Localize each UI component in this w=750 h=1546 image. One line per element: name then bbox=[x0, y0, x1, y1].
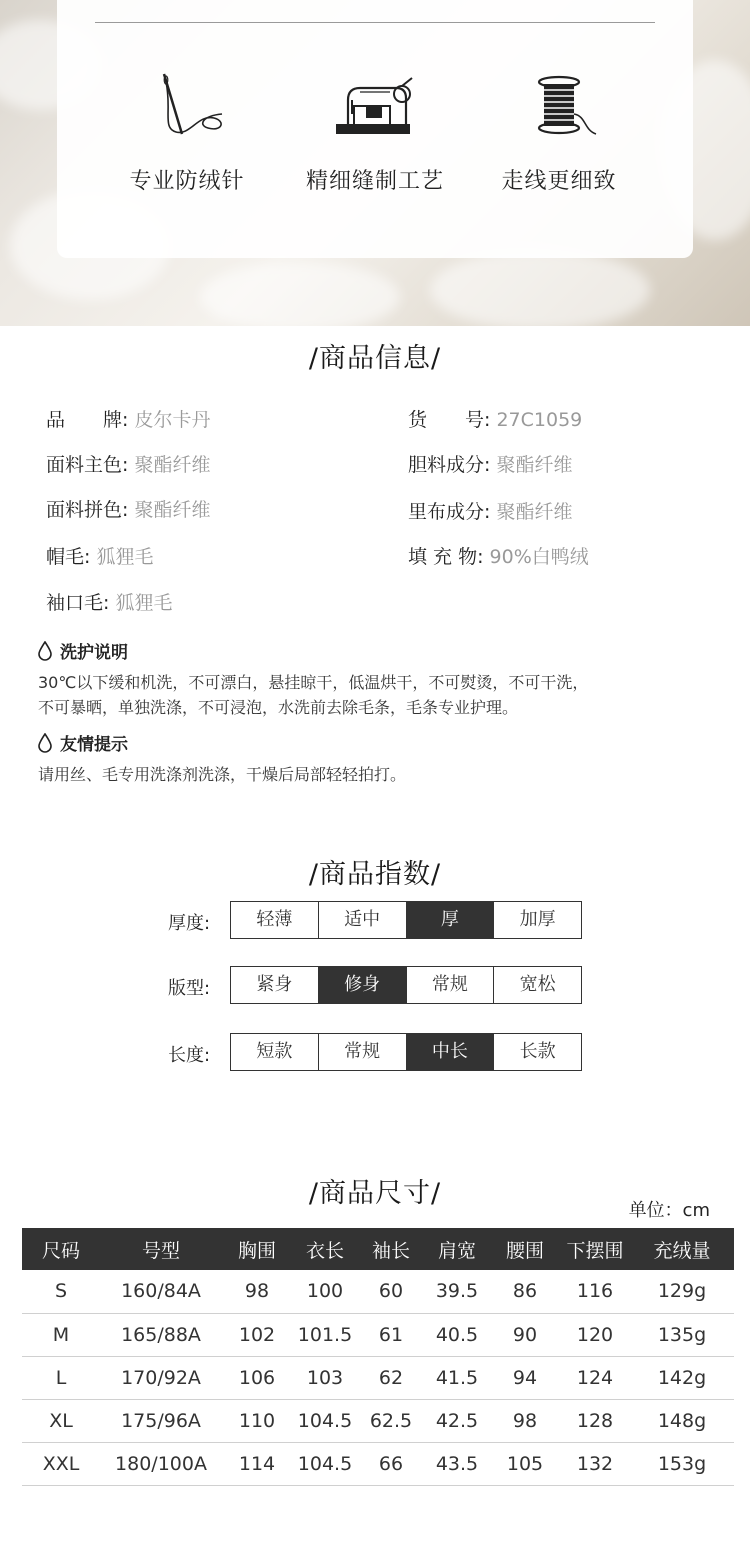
table-cell: 106 bbox=[222, 1356, 292, 1399]
care-text bbox=[38, 670, 718, 720]
table-cell: 100 bbox=[292, 1270, 358, 1313]
tips-text: 请用丝、毛专用洗涤剂洗涤，干燥后局部轻轻拍打。 bbox=[38, 765, 407, 784]
column-header: 胸围 bbox=[222, 1228, 292, 1270]
index-scale bbox=[230, 1033, 582, 1071]
info-key: 货 号: bbox=[408, 409, 491, 431]
table-cell: 43.5 bbox=[424, 1442, 490, 1485]
table-cell: 90 bbox=[490, 1313, 560, 1356]
table-cell: 110 bbox=[222, 1399, 292, 1442]
table-cell: XL bbox=[22, 1399, 100, 1442]
table-row bbox=[22, 1270, 734, 1313]
index-option: 厚 bbox=[406, 902, 494, 938]
feather-decoration bbox=[200, 262, 400, 326]
table-cell: 62.5 bbox=[358, 1399, 424, 1442]
table-cell: 170/92A bbox=[100, 1356, 222, 1399]
table-cell: 42.5 bbox=[424, 1399, 490, 1442]
info-value: 聚酯纤维 bbox=[134, 454, 211, 476]
info-filling bbox=[408, 542, 589, 569]
feature-label: 专业防绒针 bbox=[129, 169, 245, 194]
table-row bbox=[22, 1442, 734, 1485]
info-cuff bbox=[46, 588, 172, 615]
info-key: 填 充 物: bbox=[408, 546, 484, 568]
index-label: 版型: bbox=[168, 978, 211, 999]
column-header: 尺码 bbox=[22, 1228, 100, 1270]
info-lining bbox=[408, 450, 572, 477]
info-key: 品 牌: bbox=[46, 409, 129, 431]
table-cell: 39.5 bbox=[424, 1270, 490, 1313]
table-cell: M bbox=[22, 1313, 100, 1356]
column-header: 号型 bbox=[100, 1228, 222, 1270]
info-fabric-patch bbox=[46, 495, 210, 522]
table-cell: S bbox=[22, 1270, 100, 1313]
table-cell: 114 bbox=[222, 1442, 292, 1485]
info-key: 里布成分: bbox=[408, 501, 491, 523]
table-cell: 160/84A bbox=[100, 1270, 222, 1313]
care-title: 洗护说明 bbox=[60, 643, 128, 663]
table-row bbox=[22, 1399, 734, 1442]
info-value: 聚酯纤维 bbox=[496, 454, 573, 476]
table-cell: 105 bbox=[490, 1442, 560, 1485]
table-cell: 61 bbox=[358, 1313, 424, 1356]
table-cell: 128 bbox=[560, 1399, 630, 1442]
info-sku bbox=[408, 405, 582, 432]
info-inner bbox=[408, 497, 572, 524]
info-brand bbox=[46, 405, 210, 432]
info-key: 帽毛: bbox=[46, 546, 91, 568]
column-header: 充绒量 bbox=[630, 1228, 734, 1270]
feature-card bbox=[57, 0, 693, 258]
table-row bbox=[22, 1356, 734, 1399]
section-title-info: /商品信息/ bbox=[308, 343, 442, 374]
water-drop-icon bbox=[38, 641, 52, 661]
info-key: 袖口毛: bbox=[46, 592, 110, 614]
info-value: 聚酯纤维 bbox=[496, 501, 573, 523]
table-cell: 129g bbox=[630, 1270, 734, 1313]
info-key: 面料主色: bbox=[46, 454, 129, 476]
column-header: 腰围 bbox=[490, 1228, 560, 1270]
index-option: 短款 bbox=[256, 1041, 293, 1062]
table-cell: 62 bbox=[358, 1356, 424, 1399]
divider bbox=[95, 22, 655, 23]
index-option: 中长 bbox=[406, 1034, 494, 1070]
index-scale bbox=[230, 966, 582, 1004]
index-option: 加厚 bbox=[493, 902, 581, 938]
table-cell: 142g bbox=[630, 1356, 734, 1399]
tips-heading bbox=[38, 730, 128, 755]
index-option: 适中 bbox=[318, 902, 406, 938]
sewing-machine-icon bbox=[330, 70, 420, 142]
table-cell: 135g bbox=[630, 1313, 734, 1356]
info-value: 皮尔卡丹 bbox=[134, 409, 211, 431]
care-heading bbox=[38, 638, 128, 663]
table-cell: 66 bbox=[358, 1442, 424, 1485]
table-cell: 94 bbox=[490, 1356, 560, 1399]
table-cell: 102 bbox=[222, 1313, 292, 1356]
feature-needle bbox=[97, 70, 277, 195]
table-cell: 124 bbox=[560, 1356, 630, 1399]
info-key: 胆料成分: bbox=[408, 454, 491, 476]
table-cell: 120 bbox=[560, 1313, 630, 1356]
index-scale bbox=[230, 901, 582, 939]
index-label: 长度: bbox=[168, 1045, 211, 1066]
table-cell: L bbox=[22, 1356, 100, 1399]
table-cell: 41.5 bbox=[424, 1356, 490, 1399]
needle-thread-icon bbox=[142, 70, 232, 142]
table-cell: 103 bbox=[292, 1356, 358, 1399]
table-cell: 104.5 bbox=[292, 1442, 358, 1485]
index-option: 轻薄 bbox=[256, 909, 293, 930]
column-header: 下摆围 bbox=[560, 1228, 630, 1270]
index-option: 修身 bbox=[318, 967, 406, 1003]
table-cell: 98 bbox=[490, 1399, 560, 1442]
thread-spool-icon bbox=[514, 70, 604, 142]
index-label: 厚度: bbox=[168, 913, 211, 934]
index-option: 宽松 bbox=[493, 967, 581, 1003]
water-drop-icon bbox=[38, 733, 52, 753]
column-header: 袖长 bbox=[358, 1228, 424, 1270]
care-line: 不可暴晒，单独洗涤，不可浸泡，水洗前去除毛条，毛条专业护理。 bbox=[38, 698, 519, 717]
column-header: 肩宽 bbox=[424, 1228, 490, 1270]
unit-label: 单位：cm bbox=[628, 1200, 710, 1221]
table-row bbox=[22, 1313, 734, 1356]
care-line: 30℃以下缓和机洗，不可漂白，悬挂晾干，低温烘干，不可熨烫，不可干洗， bbox=[38, 673, 589, 692]
size-table-body bbox=[22, 1270, 734, 1485]
table-cell: 175/96A bbox=[100, 1399, 222, 1442]
table-cell: 116 bbox=[560, 1270, 630, 1313]
feature-label: 走线更细致 bbox=[501, 169, 617, 194]
info-value: 狐狸毛 bbox=[96, 546, 154, 568]
feature-spool bbox=[469, 70, 649, 195]
info-value: 狐狸毛 bbox=[115, 592, 173, 614]
info-value: 90%白鸭绒 bbox=[489, 546, 589, 568]
feature-label: 精细缝制工艺 bbox=[305, 169, 444, 194]
table-cell: 60 bbox=[358, 1270, 424, 1313]
table-cell: 132 bbox=[560, 1442, 630, 1485]
feature-sewing bbox=[285, 70, 465, 195]
table-cell: 86 bbox=[490, 1270, 560, 1313]
table-cell: 165/88A bbox=[100, 1313, 222, 1356]
table-cell: 153g bbox=[630, 1442, 734, 1485]
table-cell: 40.5 bbox=[424, 1313, 490, 1356]
hero-banner bbox=[0, 0, 750, 326]
section-title-index: /商品指数/ bbox=[308, 859, 442, 890]
size-table bbox=[22, 1228, 734, 1486]
index-option: 常规 bbox=[318, 1034, 406, 1070]
table-cell: XXL bbox=[22, 1442, 100, 1485]
feather-decoration bbox=[430, 250, 650, 326]
index-option: 常规 bbox=[406, 967, 494, 1003]
index-option: 紧身 bbox=[256, 974, 293, 995]
info-value: 27C1059 bbox=[496, 409, 583, 431]
table-cell: 104.5 bbox=[292, 1399, 358, 1442]
info-fabric-main bbox=[46, 450, 210, 477]
table-cell: 98 bbox=[222, 1270, 292, 1313]
table-cell: 180/100A bbox=[100, 1442, 222, 1485]
info-value: 聚酯纤维 bbox=[134, 499, 211, 521]
table-cell: 101.5 bbox=[292, 1313, 358, 1356]
index-option: 长款 bbox=[493, 1034, 581, 1070]
info-key: 面料拼色: bbox=[46, 499, 129, 521]
section-title-size: /商品尺寸/ bbox=[308, 1178, 442, 1209]
table-header-row bbox=[22, 1228, 734, 1270]
column-header: 衣长 bbox=[292, 1228, 358, 1270]
info-hood bbox=[46, 542, 153, 569]
tips-title: 友情提示 bbox=[60, 735, 128, 755]
table-cell: 148g bbox=[630, 1399, 734, 1442]
